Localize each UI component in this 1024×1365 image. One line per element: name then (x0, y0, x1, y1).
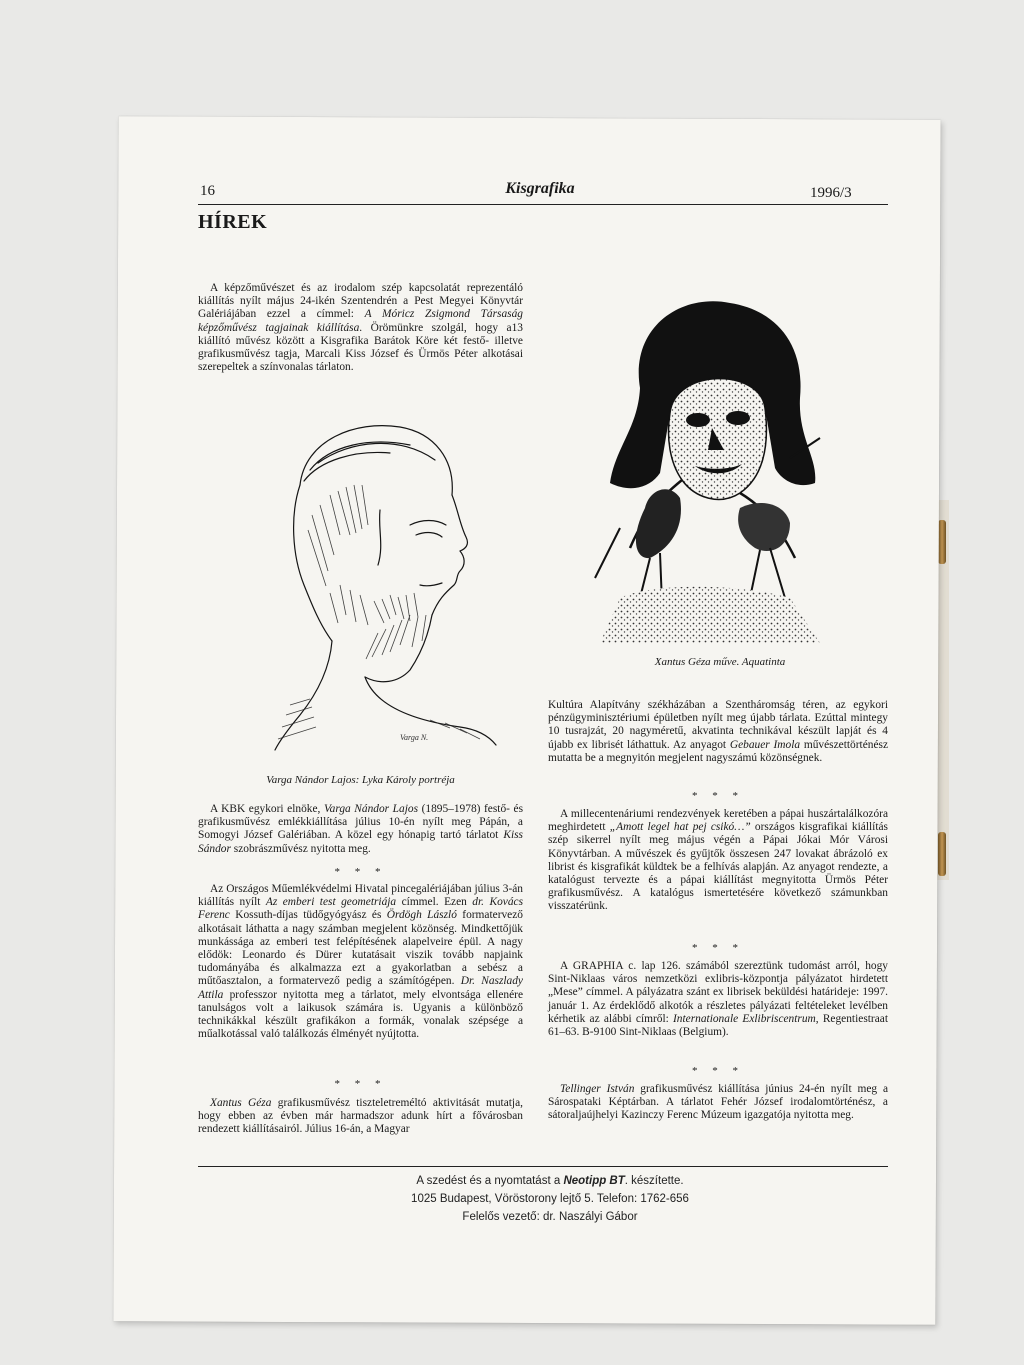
staple-top (938, 520, 946, 564)
millecentenary-paragraph: A millecentenáriumi rendezvények keretében a pápai huszártalálkozóra meghirdetett „Amott legel hat pej csikó…” országos kisgrafikai kiállítás szép sikerrel nyílt meg május végén a Pápai Jókai Mór Városi Könyvtárban. A művészek és gyűjtők összesen 247 lovakat ábrázoló ex librist és kisgrafikát küldtek be a felhívás alapján. Az anyagot rendezte, a katalógust tervezte és a pápai kiállítást megnyitotta Ürmös Péter grafikusművész. A katalógus ismertetésére következő számunkban visszatérünk. (548, 808, 888, 913)
intro-paragraph: A képzőművészet és az irodalom szép kapcsolatát reprezentáló kiállítás nyílt május 24-ikén Szentendrén a Pest Megyei Könyvtár Galériájában ezzel a címmel: A Móricz Zsigmond Társaság képzőművész tagjainak kiállítása. Örömünkre szolgál, hogy a13 kiállító művész között a Kisgrafika Barátok Köre két festő- illetve grafikusművész tagja, Marcali Kiss József és Ürmös Péter alkotásai szerepeltek a színvonalas tárlaton. (198, 282, 524, 374)
page-number: 16 (200, 183, 215, 199)
separator-stars: * * * (334, 866, 387, 878)
tellinger-paragraph: Tellinger István grafikusművész kiállítása június 24-én nyílt meg a Sárospataki Képtárban. A tárlatot Fehér József irodalomtörténész, a sátoraljaújhelyi Kazinczy Ferenc Múzeum igazgatója nyitotta meg. (548, 1083, 888, 1122)
footer-address: 1025 Budapest, Vöröstorony lejtő 5. Telefon: 1762-656 (411, 1193, 689, 1205)
footer-rule (198, 1166, 888, 1167)
omvh-paragraph: Az Országos Műemlékvédelmi Hivatal pincegalériájában július 3-án kiállítás nyílt Az emberi test geometriája címmel. Ezen dr. Kovács Ferenc Kossuth-díjas tüdőgyógyász és Ördögh László formatervező alkotásait láthatta a nagy számban megjelent közönség. Mindkettőjük munkássága az emberi test felépítésének alapelveire épül. A nagy elődök: Leonardo és Dürer kutatásait viszik tovább napjaink tudományába és alkalmazza ezt a gyakorlatban a sebész a műtőasztalon, a formatervező pedig a számítógépen. Dr. Naszlady Attila professzor nyitotta meg a tárlatot, mely elvontsága ellenére tanulságos volt a laikusok számára is. Ugyanis a különböző technikákkal készült grafikákon a formák, vonalak szépsége a műalkotással való találkozás élményét nyújtotta. (198, 883, 523, 1041)
printer-brand: Neotipp BT (563, 1175, 625, 1187)
separator-stars: * * * (692, 1065, 744, 1077)
graphia-paragraph: A GRAPHIA c. lap 126. számából szereztünk tudomást arról, hogy Sint-Niklaas város nemzetközi exlibris-központja pályázatot hirdetett „Mese” címmel. A pályázatra szánt ex librisek beküldési határideje: 1997. január 1. Az érdeklődő alkotók a részletes pályázati feltételeket levélben kérhetik az alábbi címről: Internationale Exlibriscentrum, Regentiestraat 61–63. B-9100 Sint-Niklaas (Belgium). (548, 960, 888, 1039)
xantus-paragraph: Xantus Géza grafikusművész tiszteletreméltó aktivitását mutatja, hogy ebben az évben már harmadszor adunk hírt a fővárosban rendezett kiállításairól. Július 16-án, a Magyar (198, 1097, 524, 1136)
footer-printer-line: A szedést és a nyomtatást a Neotipp BT. készítette. (416, 1175, 684, 1187)
aquatint-illustration (590, 298, 825, 643)
separator-stars: * * * (692, 942, 744, 954)
portrait-illustration (260, 415, 500, 755)
separator-stars: * * * (692, 790, 744, 802)
issue-number: 1996/3 (810, 185, 852, 201)
portrait-caption: Varga Nándor Lajos: Lyka Károly portréja (266, 774, 455, 786)
aquatint-caption: Xantus Géza műve. Aquatinta (654, 656, 786, 668)
section-title: HÍREK (198, 211, 268, 233)
kbk-paragraph: A KBK egykori elnöke, Varga Nándor Lajos (1895–1978) festő- és grafikusművész emlékkiállítása július 10-én nyílt meg Pápán, a Somogyi József Galériában. A közel egy hónapig tartó tárlatot Kiss Sándor szobrászművész nyitotta meg. (198, 803, 523, 855)
kultura-paragraph: Kultúra Alapítvány székházában a Szentháromság téren, az egykori pénzügyminisztériumi épületben nyílt meg újabb tárlata. Ezúttal mintegy 10 tusrajzát, 20 nagyméretű, akvatinta technikával készült lapját és 4 újabb ex librisét láthattuk. Az anyagot Gebauer Imola művészettörténész mutatta be a megnyitón megjelent nagyszámú közönségnek. (548, 699, 888, 764)
portrait-signature: Varga N. (400, 733, 429, 742)
separator-stars: * * * (334, 1078, 387, 1090)
header-rule (198, 204, 888, 205)
footer-manager: Felelős vezető: dr. Naszályi Gábor (462, 1211, 638, 1223)
magazine-title: Kisgrafika (505, 180, 575, 197)
staple-bottom (938, 832, 946, 876)
